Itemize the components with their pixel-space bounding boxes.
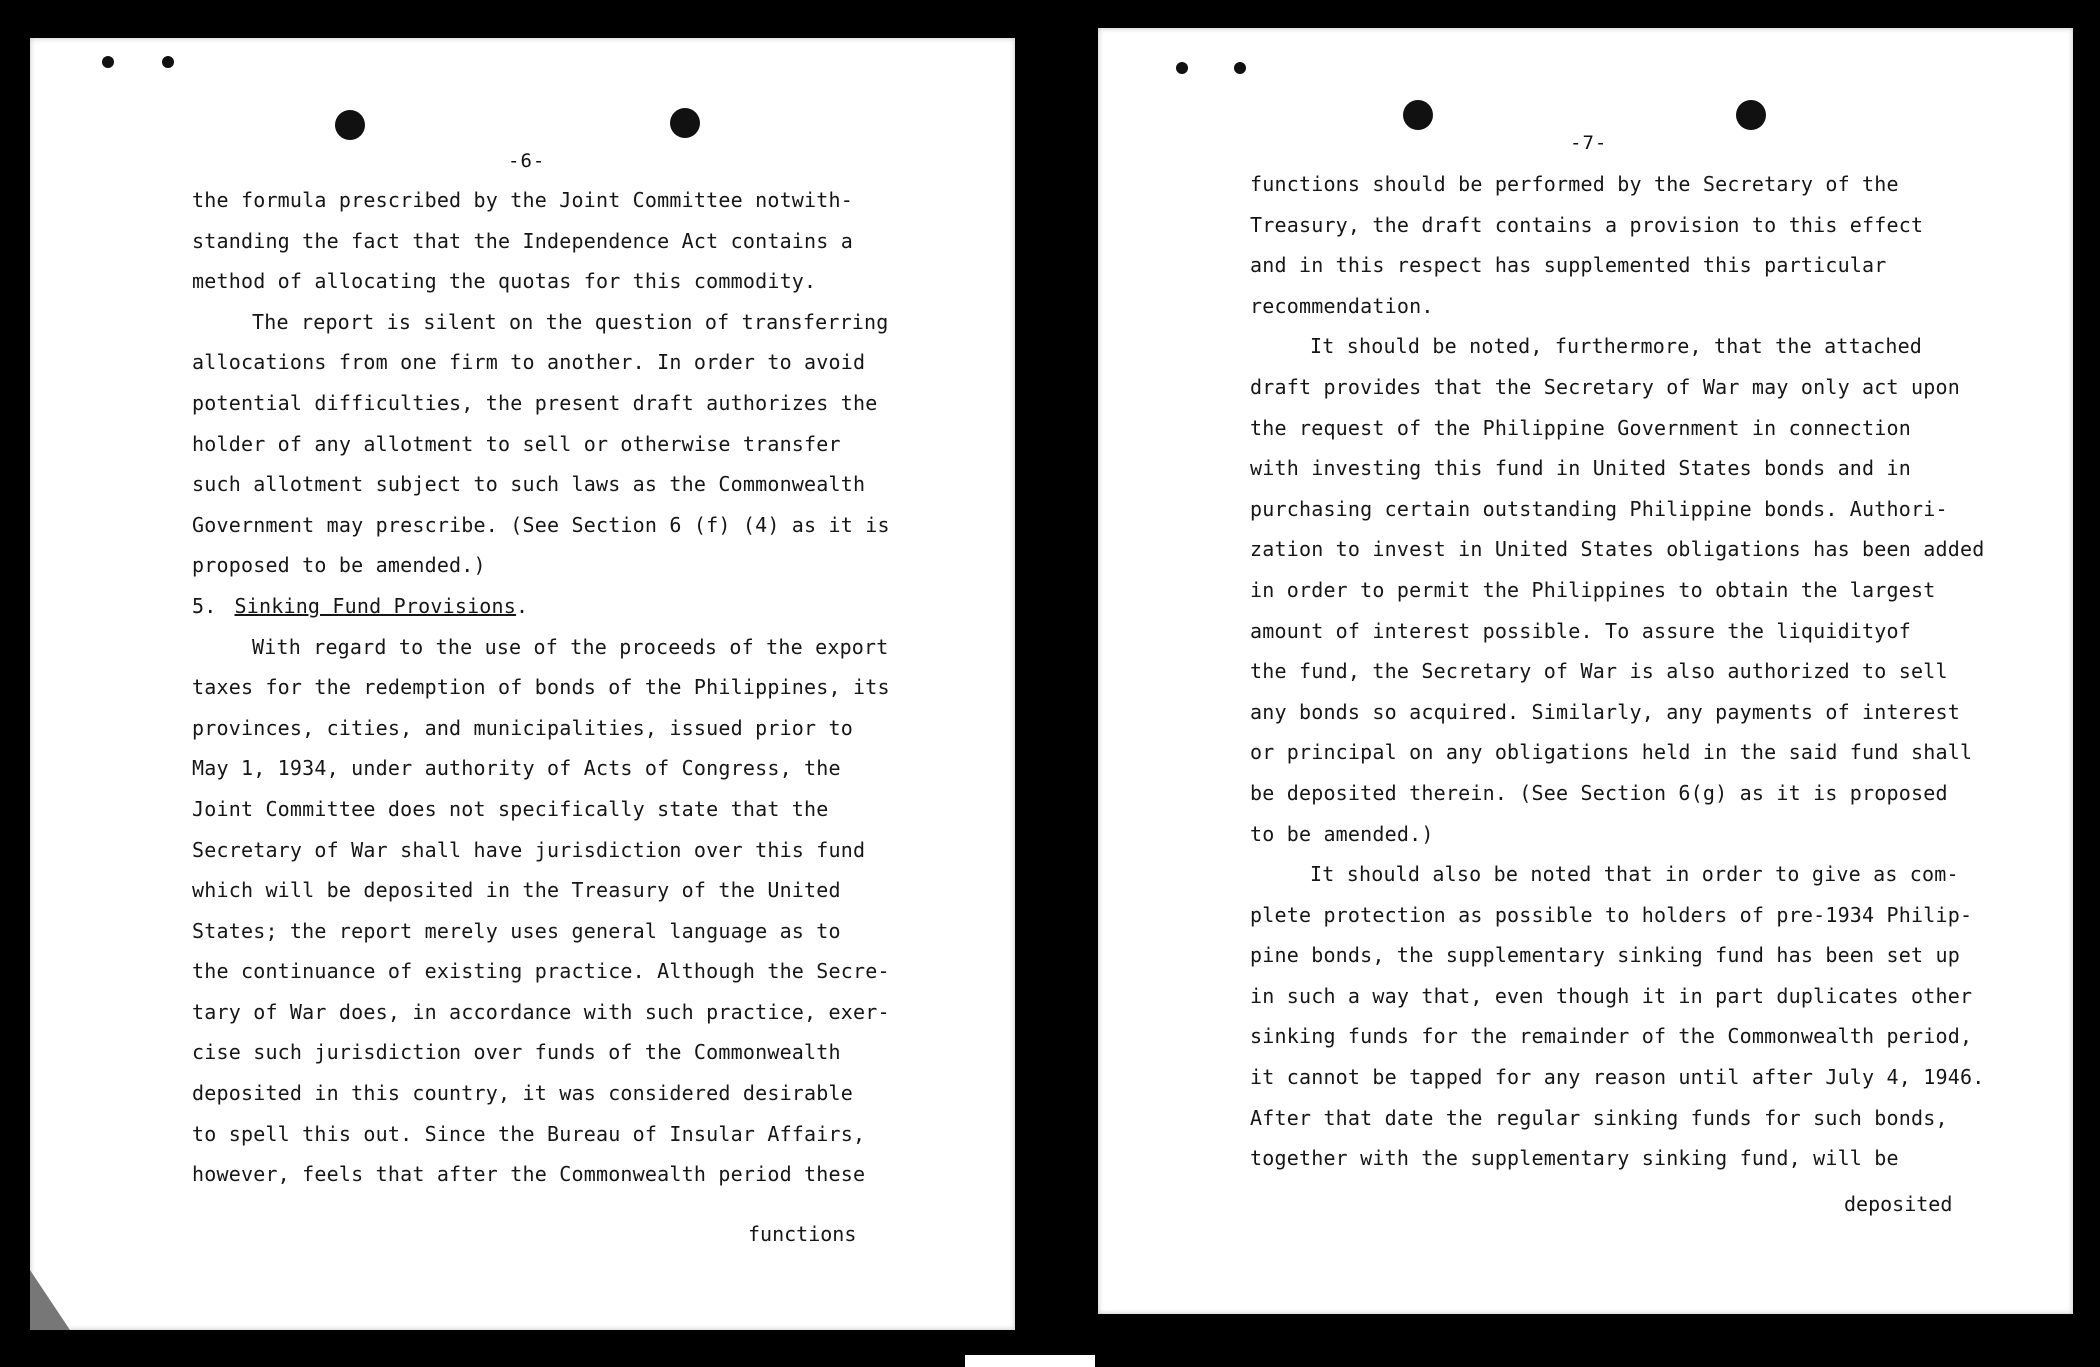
text-line: the fund, the Secretary of War is also authorized to sell	[1250, 659, 1948, 684]
text-line: or principal on any obligations held in the said fund shall	[1250, 740, 1973, 765]
text-line: holder of any allotment to sell or otherwise transfer	[192, 431, 841, 456]
text-line: potential difficulties, the present draft authorizes the	[192, 390, 878, 415]
text-line: It should also be noted that in order to give as com-	[1310, 862, 1959, 887]
text-line: Government may prescribe. (See Section 6 (f) (4) as it is	[192, 512, 890, 537]
text-line: such allotment subject to such laws as the Commonwealth	[192, 472, 866, 497]
text-line: together with the supplementary sinking fund, will be	[1250, 1146, 1899, 1171]
text-line: it cannot be tapped for any reason until after July 4, 1946.	[1250, 1065, 1985, 1090]
punch-dot-icon	[1234, 62, 1246, 74]
text-line: deposited in this country, it was considered desirable	[192, 1081, 854, 1106]
page-number: -7-	[1570, 132, 1608, 154]
text-line: however, feels that after the Commonwealth period these	[192, 1162, 866, 1187]
text-line: plete protection as possible to holders of pre-1934 Philip-	[1250, 902, 1973, 927]
page-fold-corner	[30, 1270, 70, 1330]
text-line: standing the fact that the Independence Act contains a	[192, 228, 854, 253]
text-line: It should be noted, furthermore, that the attached	[1310, 334, 1923, 359]
punch-dot-icon	[102, 56, 114, 68]
text-line: in such a way that, even though it in part duplicates other	[1250, 983, 1973, 1008]
text-line: amount of interest possible. To assure the liquidityof	[1250, 618, 1912, 643]
text-line: May 1, 1934, under authority of Acts of Congress, the	[192, 756, 841, 781]
section-title-period: .	[516, 593, 529, 618]
text-line: be deposited therein. (See Section 6(g) as it is proposed	[1250, 780, 1948, 805]
body-text	[1250, 164, 1984, 1179]
text-line: proposed to be amended.)	[192, 553, 486, 578]
text-line: States; the report merely uses general language as to	[192, 918, 841, 943]
text-line: the formula prescribed by the Joint Committee notwith-	[192, 188, 854, 212]
left-page	[30, 38, 1015, 1330]
text-line: After that date the regular sinking funds for such bonds,	[1250, 1105, 1948, 1130]
section-number: 5.	[192, 593, 217, 618]
page-number: -6-	[508, 150, 546, 172]
text-line: allocations from one firm to another. In order to avoid	[192, 350, 866, 375]
text-line: With regard to the use of the proceeds of the export	[252, 634, 889, 659]
text-line: method of allocating the quotas for this commodity.	[192, 269, 817, 294]
catchword: deposited	[1844, 1192, 1953, 1216]
text-line: the request of the Philippine Government in connection	[1250, 415, 1912, 440]
section-title: Sinking Fund Provisions	[234, 593, 517, 618]
catchword: functions	[748, 1222, 857, 1246]
text-line: The report is silent on the question of transferring	[252, 309, 889, 334]
binder-hole-icon	[335, 110, 365, 140]
text-line: in order to permit the Philippines to obtain the largest	[1250, 577, 1936, 602]
text-line: and in this respect has supplemented this particular	[1250, 253, 1887, 278]
text-line: which will be deposited in the Treasury of the United	[192, 878, 841, 903]
text-line: cise such jurisdiction over funds of the Commonwealth	[192, 1040, 841, 1065]
binder-hole-icon	[1736, 100, 1766, 130]
binder-hole-icon	[1403, 100, 1433, 130]
scan-edge-strip	[965, 1355, 1095, 1367]
text-line: draft provides that the Secretary of War may only act upon	[1250, 374, 1960, 399]
section-heading	[192, 586, 890, 627]
text-line: zation to invest in United States obligations has been added	[1250, 537, 1985, 562]
right-page	[1098, 28, 2073, 1314]
text-line: to be amended.)	[1250, 821, 1434, 846]
body-text	[192, 180, 890, 1195]
text-line: the continuance of existing practice. Although the Secre-	[192, 959, 890, 984]
text-line: to spell this out. Since the Bureau of Insular Affairs,	[192, 1121, 866, 1146]
text-line: with investing this fund in United States bonds and in	[1250, 456, 1912, 481]
text-line: sinking funds for the remainder of the Commonwealth period,	[1250, 1024, 1973, 1049]
text-line: provinces, cities, and municipalities, issued prior to	[192, 715, 854, 740]
text-line: Joint Committee does not specifically state that the	[192, 796, 829, 821]
binder-hole-icon	[670, 108, 700, 138]
text-line: taxes for the redemption of bonds of the Philippines, its	[192, 675, 890, 700]
punch-dot-icon	[162, 56, 174, 68]
punch-dot-icon	[1176, 62, 1188, 74]
text-line: functions should be performed by the Secretary of the	[1250, 172, 1899, 196]
text-line: Secretary of War shall have jurisdiction over this fund	[192, 837, 866, 862]
text-line: Treasury, the draft contains a provision to this effect	[1250, 212, 1924, 237]
text-line: recommendation.	[1250, 293, 1434, 318]
text-line: tary of War does, in accordance with such practice, exer-	[192, 999, 890, 1024]
text-line: pine bonds, the supplementary sinking fund has been set up	[1250, 943, 1960, 968]
text-line: purchasing certain outstanding Philippine bonds. Authori-	[1250, 496, 1948, 521]
text-line: any bonds so acquired. Similarly, any payments of interest	[1250, 699, 1960, 724]
